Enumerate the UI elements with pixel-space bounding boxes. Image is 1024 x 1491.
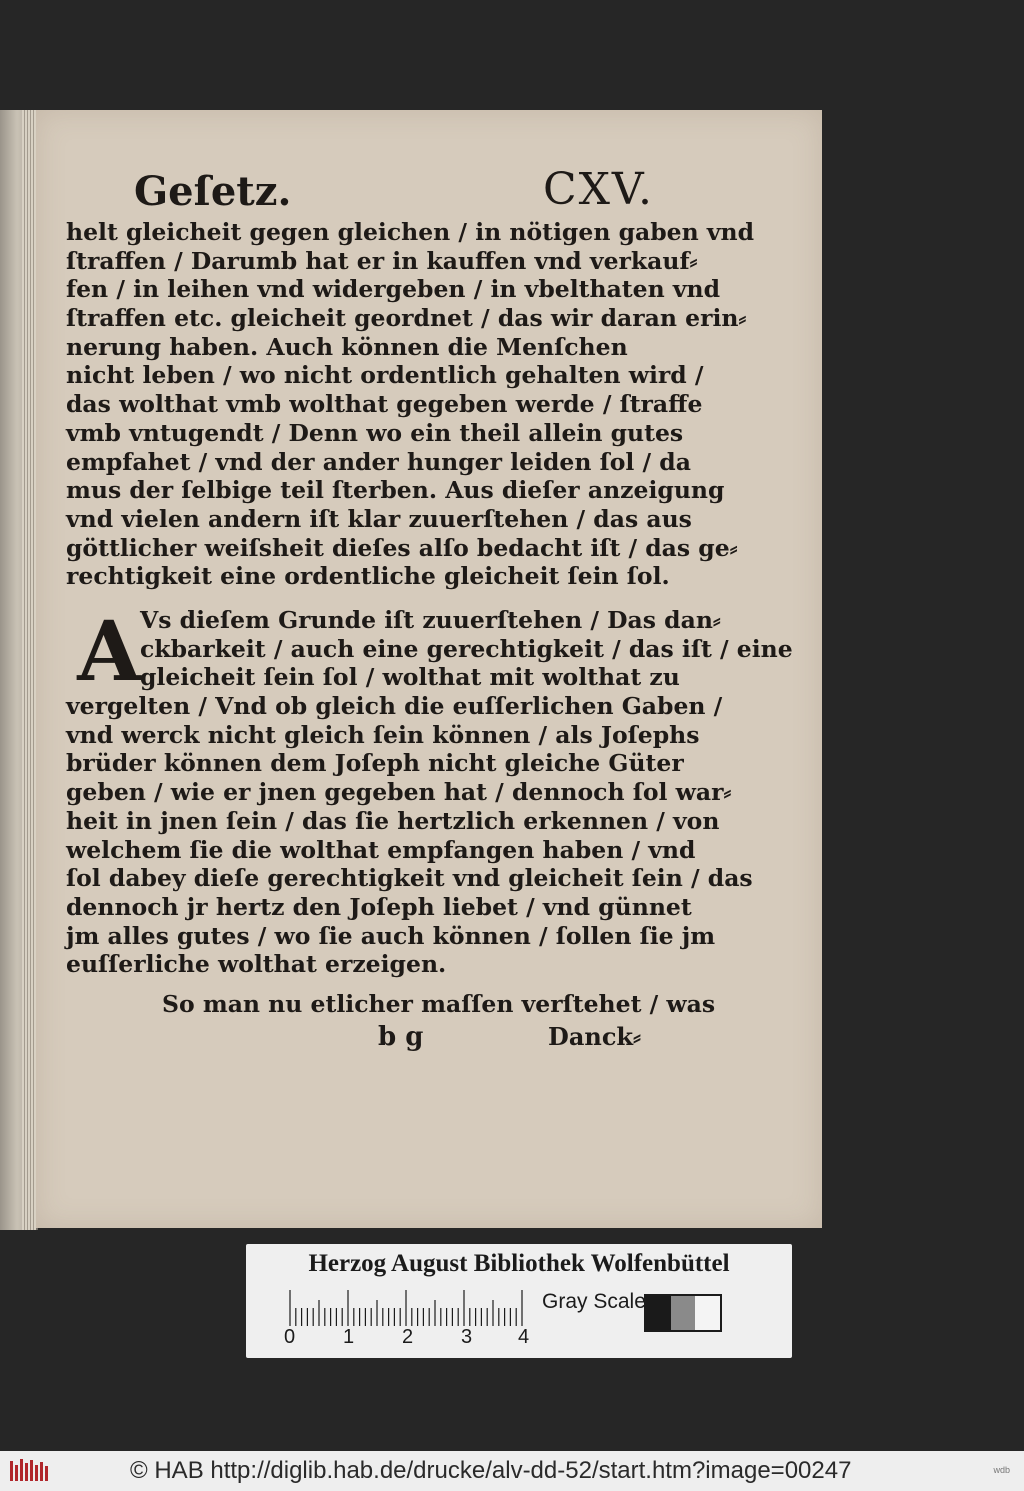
library-name: Herzog August Bibliothek Wolfenbüttel (308, 1250, 730, 1277)
text-line: göttlicher weiſsheit dieſes alſo bedacht iſt / das ge⸗ (66, 533, 738, 562)
text-line: empfahet / vnd der ander hunger leiden ſol / da (66, 447, 691, 476)
text-line: nicht leben / wo nicht ordentlich gehalten wird / (66, 361, 704, 390)
color-reference-card (246, 1244, 792, 1358)
gray-step (646, 1296, 671, 1330)
text-line: vmb vntugendt / Denn wo ein theil allein gutes (66, 418, 684, 447)
text-line: mus der ſelbige teil ſterben. Aus dieſer anzeigung (66, 476, 725, 505)
gray-scale-label: Gray Scale (542, 1290, 646, 1313)
running-title: Geſetz. (134, 168, 292, 215)
ruler-number: 1 (343, 1326, 355, 1348)
paragraph-1 (66, 218, 755, 591)
text-line: euſſerliche wolthat erzeigen. (66, 950, 447, 979)
text-line: vergelten / Vnd ob gleich die euſſerlichen Gaben / (66, 692, 723, 721)
text-line: ſol dabey dieſe gerechtigkeit vnd gleicheit ſein / das (66, 864, 753, 893)
text-line: dennoch jr hertz den Joſeph liebet / vnd günnet (66, 892, 692, 921)
text-line: vnd werck nicht gleich ſein können / als Joſephs (66, 720, 700, 749)
text-line: vnd vielen andern iſt klar zuuerſtehen / das aus (66, 504, 692, 533)
footer-bar (0, 1451, 1024, 1491)
copyright-link[interactable]: © HAB http://diglib.hab.de/drucke/alv-dd-52/start.htm?image=00247 (130, 1457, 852, 1484)
gray-step (671, 1296, 696, 1330)
page-header (134, 164, 654, 224)
text-line: welchem ſie die wolthat empfangen haben / vnd (66, 835, 696, 864)
text-line: helt gleicheit gegen gleichen / in nötigen gaben vnd (66, 218, 755, 246)
text-line: das wolthat vmb wolthat gegeben werde / ſtraffe (66, 390, 703, 419)
drop-cap: A (77, 604, 141, 700)
hab-logo-icon (10, 1459, 50, 1483)
catchword: Danck⸗ (548, 1022, 642, 1051)
text-line: ſtraffen / Darumb hat er in kauffen vnd verkauf⸗ (66, 246, 698, 275)
text-line: gleicheit ſein ſol / wolthat mit wolthat zu (140, 663, 680, 692)
text-line: nerung haben. Auch können die Menſchen (66, 332, 628, 361)
ruler-number: 2 (402, 1326, 414, 1348)
text-line: geben / wie er jnen gegeben hat / dennoch ſol war⸗ (66, 778, 732, 807)
text-line: rechtigkeit eine ordentliche gleicheit ſein ſol. (66, 562, 670, 591)
ruler-number: 0 (284, 1326, 296, 1348)
ruler-number: 4 (518, 1326, 530, 1348)
ruler-number: 3 (461, 1326, 473, 1348)
text-line: heit in jnen ſein / das ſie hertzlich erkennen / von (66, 806, 720, 835)
folio-number: CXV. (542, 164, 654, 215)
gray-scale-steps (644, 1294, 722, 1332)
footer-mark: wdb (993, 1465, 1010, 1475)
signature-mark: b g (378, 1022, 424, 1052)
adjacent-page-edges (22, 110, 36, 1230)
gray-step (695, 1296, 720, 1330)
text-line: fen / in leihen vnd widergeben / in vbelthaten vnd (66, 275, 721, 304)
text-line: Vs dieſem Grunde iſt zuuerſtehen / Das dan⸗ (140, 606, 721, 634)
text-line: jm alles gutes / wo ſie auch können / ſollen ſie jm (66, 921, 716, 950)
text-line: brüder können dem Joſeph nicht gleiche Güter (66, 749, 684, 778)
text-line: So man nu etlicher maſſen verſtehet / was (162, 990, 716, 1018)
scale-ruler (288, 1288, 522, 1328)
text-line: ckbarkeit / auch eine gerechtigkeit / das iſt / eine (140, 634, 793, 663)
ruler-ticks (288, 1288, 528, 1328)
text-line: ſtraffen etc. gleicheit geordnet / das wir daran erin⸗ (66, 304, 747, 333)
paragraph-2 (66, 606, 793, 979)
paragraph-3 (162, 990, 716, 1019)
